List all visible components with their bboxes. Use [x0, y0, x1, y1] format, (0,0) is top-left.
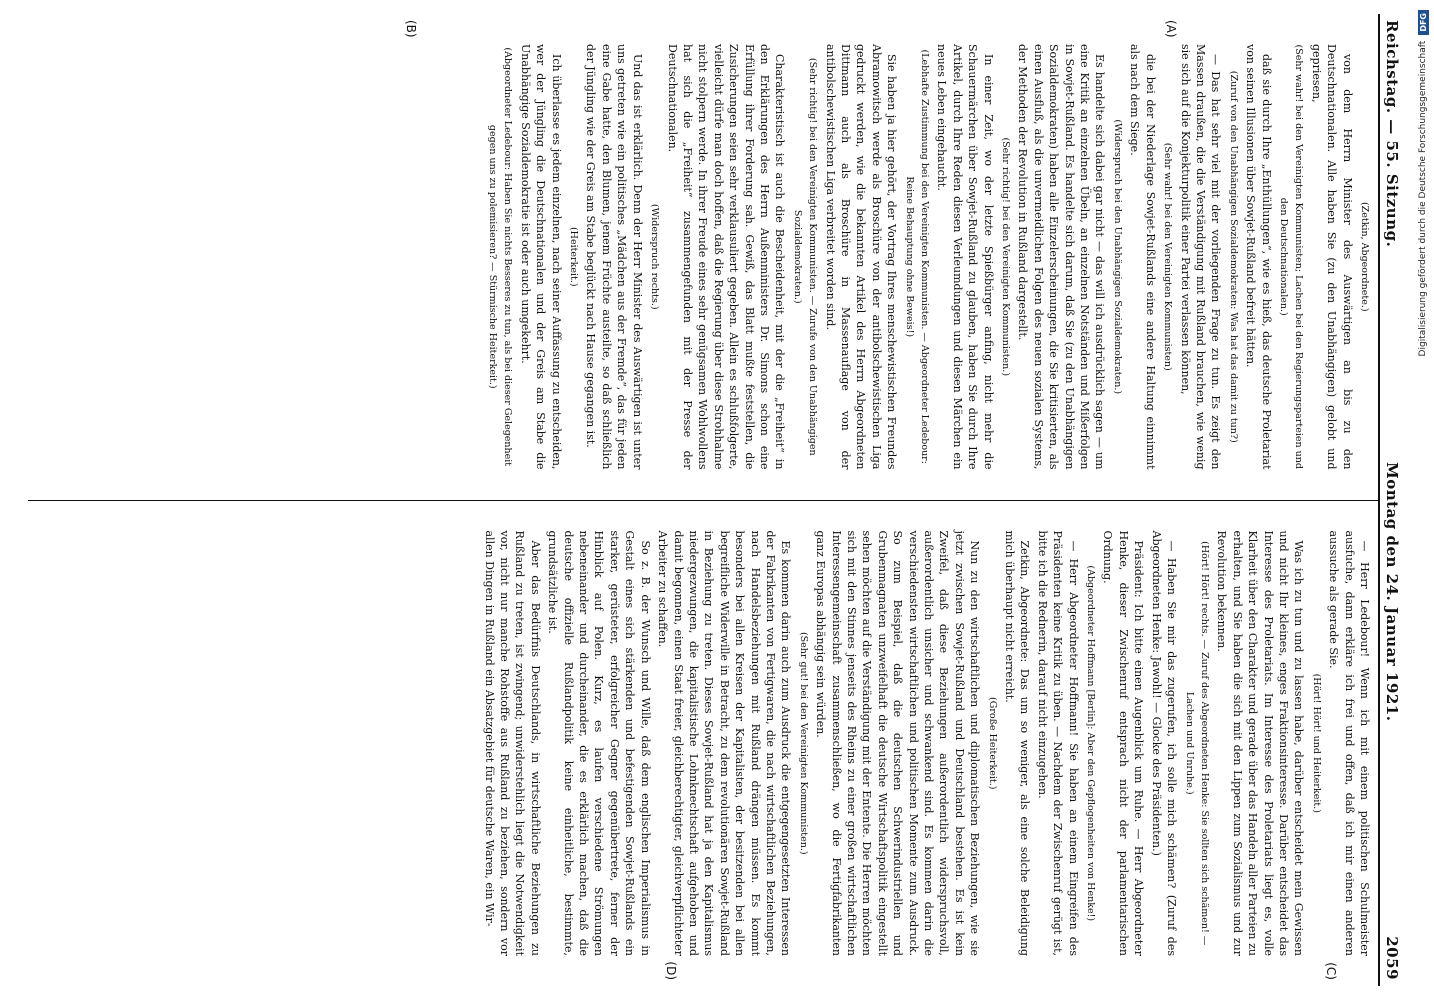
left-column-paragraph: (Sehr richtig! bei den Vereinigten Kommunisten.) [1000, 137, 1012, 377]
left-column-paragraph: daß sie durch Ihre „Enthüllungen“, wie es hieß, das deutsche Proletariat von seinen Illusionen über Sowjet-Rußland befreit hätten. [1244, 44, 1273, 470]
digitization-credit [1414, 10, 1432, 990]
header-page-number: 2059 [1383, 936, 1401, 980]
margin-letter-b: (B) [404, 20, 418, 38]
left-column-paragraph: In einer Zeit, wo der letzte Spießbürger anfing, nicht mehr die Schauermärchen über Sowjet-Rußland zu glauben, haben Sie durch Ihre Artikel, durch Ihre Reden diesen Verleumdungen und diesen Märchen ein neues Leben eingehaucht. [935, 44, 995, 470]
left-column-paragraph: (Heiterkeit.) [568, 226, 580, 287]
left-column-paragraph: Und das ist erklärlich. Denn der Herr Minister des Auswärtigen ist unter uns getreten wie ein politisches „Mädchen aus der Fremde“, das für jeden eine Gabe hatte, den Blumen, jenem Früchte austeilte, so daß schließlich der Jüngling wie der Greis am Stabe beglückt nach Hause gegangen ist. [584, 44, 644, 470]
left-column-paragraph: Sie haben ja hier gehört, der Vortrag Ihres menschewistischen Freundes Abramowitsch werde als Broschüre von der antibolschewistischen Liga gedruckt werden, wie die bekannten Artikel des Herrn Abgeordneten Dittmann auch als Broschüre in Massenauflage von der antibolschewistischen Liga verbreitet worden sind. [823, 44, 899, 470]
left-column-paragraph: (Sehr wahr! bei den Vereinigten Kommunisten; Lachen bei den Regierungsparteien und den Deutschnationalen.) [1277, 44, 1305, 469]
header-date: Montag den 24. Januar 1921. [1383, 462, 1401, 722]
left-column-paragraph: (Sehr richtig! bei den Vereinigten Kommunisten. — Zurufe von den Unabhängigen Sozialdemokraten.) [791, 57, 819, 456]
right-column-paragraph: (Abgeordneter Hoffmann [Berlin]: Aber den Gepflogenheiten von Henke!) [1085, 565, 1097, 922]
right-column [28, 501, 1378, 987]
left-column-paragraph: die bei der Niederlage Sowjet-Rußlands eine andere Haltung einnimmt als nach dem Siege. [1128, 44, 1157, 470]
left-column-paragraph: (Zetkin, Abgeordnete.) [1359, 201, 1370, 312]
left-column-paragraph: (Sehr wahr! bei den Vereinigten Kommunisten) [1162, 142, 1174, 371]
left-column-paragraph: (Widerspruch bei den Unabhängigen Sozialdemokraten.) [1111, 119, 1123, 395]
left-column-paragraph: (Lebhafte Zustimmung bei den Vereinigten Kommunisten. — Abgeordneter Ledebour: Reine Behauptung ohne Beweis!) [903, 49, 931, 464]
right-column-paragraph: Was ich zu tun und zu lassen habe, darüber entscheidet mein Gewissen und nicht Ihr kleines, enges Fraktionsinteresse. Darüber entscheidet das Interesse des Proletariats. Im Interesse des Proletariats liegt es, volle Klarheit über den Charakter und gerade über das Handeln aller Parteien zu erhalten, und Sie haben die sich mit den Lippen zum Sozialismus und zur Revolution bekennen. [1215, 530, 1306, 956]
right-column-paragraph: — Herr Abgeordneter Hoffmann! Sie haben an einem Eingreifen des Präsidenten keine Kritik zu üben. — Nachdem der Zwischenruf gerügt ist, bitte ich die Rednerin, darauf nicht einzugehen. [1035, 530, 1080, 956]
left-column-paragraph: Es handelte sich dabei gar nicht — das will ich ausdrücklich sagen — um eine Kritik an einzelnen Übeln, an einzelnen Notständen und Mißerfolgen in Sowjet-Rußland. Es handelte sich darum, daß Sie (zu den Unabhängigen Sozialdemokraten) haben alle Einzelerscheinungen, die Sie kritisierten, als einen Ausfluß, als die unvermeidlichen Folgen des neuen sozialen Systems, der Methoden der Revolution in Rußland dargestellt. [1016, 44, 1107, 470]
right-column-paragraph: — Haben Sie mir das zugerufen, ich solle mich schämen? (Zuruf des Abgeordneten Henke: Jawohl! — Glocke des Präsidenten.) [1149, 530, 1179, 956]
right-column-paragraph: Aber das Bedürfnis Deutschlands, in wirtschaftliche Beziehungen zu Rußland zu treten, ist zwingend; unwiderstehlich liegt die Notwendigkeit vor, nicht nur manche Rohstoffe aus Rußland zu beziehen, sondern vor allen Dingen in Rußland ein Absatzgebiet für deutsche Waren, ein Wir- [482, 530, 542, 956]
margin-letter-a: (A) [1164, 20, 1178, 38]
right-column-paragraph: So z. B. der Wunsch und Wille, daß dem englischen Imperialismus in Gestalt eines sich stärkenden und befestigenden Sowjet-Rußlands ein starker, gerüsteter, erfolgreicher Gegner gegenübertrete, ferner der Hinblick auf Polen. Kurz, es laufen verschiedene Strömungen nebeneinander und durcheinander, die es erklärlich machen, daß die deutsche offizielle Rußlandpolitik keine einheitliche, bestimmte, grundsätzliche ist. [546, 530, 652, 956]
margin-letter-c: (C) [1324, 962, 1338, 980]
right-column-paragraph: (Große Heiterkeit.) [986, 697, 998, 790]
left-column-paragraph: Ich überlasse es jedem einzelnen, nach seiner Auffassung zu entscheiden, wer der Jüngling die Deutschnationalen und der Greis am Stabe die Unabhängige Sozialdemokratie ist oder auch umgekehrt. [518, 44, 563, 470]
right-column-paragraph: (Sehr gut! bei den Vereinigten Kommunisten.) [797, 631, 809, 855]
right-column-paragraph: (Hört! Hört! und Heiterkeit.) [1310, 673, 1322, 813]
header-session: Reichstag. — 55. Sitzung. [1383, 20, 1401, 248]
right-column-paragraph: — Herr Ledebour! Wenn ich mit einem politischen Schulmeister ausfuche, dann erkläre ich frei und offen, daß ich mir einen anderen aussuche als gerade Sie. [1327, 530, 1371, 956]
margin-letter-d: (D) [664, 961, 678, 980]
dfg-logo: DFG [1418, 10, 1429, 35]
left-column [28, 14, 1378, 501]
right-column-paragraph: Zetkin, Abgeordnete: Das um so weniger, als eine solche Beleidigung mich überhaupt nicht erreicht. [1003, 530, 1032, 956]
left-column-paragraph: (Zuruf von den Unabhängigen Sozialdemokraten: Was hat das damit zu tun?) [1227, 70, 1239, 443]
credit-text: Digitalisierung gefördert durch die Deutsche Forschungsgemeinschaft [1418, 40, 1428, 357]
right-column-paragraph: Präsident: Ich bitte einen Augenblick um Ruhe. — Herr Abgeordneter Henke, dieser Zwischenruf entsprach nicht der parlamentarischen Ordnung. [1101, 530, 1146, 956]
left-column-paragraph: (Abgeordneter Ledebour: Haben Sie nichts Besseres zu tun, als bei dieser Gelegenheit gegen uns zu polemisieren? — Stürmische Heiterkeit.) [487, 47, 514, 467]
page-header [1378, 14, 1404, 986]
text-columns [28, 14, 1378, 986]
left-column-paragraph: — Das hat sehr viel mit der vorliegenden Frage zu tun. Es zeigt den Massen draußen, die die Verständigung mit Rußland brauchen, wie wenig sie sich auf die Konjekturpolitik einer Partei verlassen können, [1178, 44, 1223, 470]
left-column-paragraph: von dem Herrn Minister des Auswärtigen an bis zu den Deutschnationalen. Alle haben Sie (zu den Unabhängigen) gelobt und gepriesen, [1309, 44, 1354, 470]
right-column-paragraph: Es kommen darin auch zum Ausdruck die entgegengesetzten Interessen der Fabrikanten von Fertigwaren, die nach wirtschaftlichen Beziehungen, nach Handelsbeziehungen mit Rußland drängen müssen. Es kommt besonders bei allen Kreisen der Kapitalisten, der besitzenden bei allen begreifliche Widerwille in Betracht, zu dem revolutionären Sowjet-Rußland in Beziehung zu treten. Dieses Sowjet-Rußland hat ja den Kapitalismus niedergezwungen, die kapitalistische Lohnknechtschaft aufgehoben und damit begonnen, einen Staat freier, gleichberechtigter, gleichverpflichteter Arbeiter zu schaffen. [656, 530, 793, 956]
left-column-paragraph: Charakteristisch ist auch die Bescheidenheit, mit der die „Freiheit“ in den Erklärungen des Herrn Außenministers Dr. Simons schon eine Erfüllung ihrer Forderung sah. Gewiß, das Blatt mußte feststellen, die Zusicherungen seien sehr verklausuliert gegeben. Allein es schlußfolgerte, vielleicht dürfe man doch hoffen, daß die Regierung über diese Strohhalme nicht stolpern werde. In ihrer Freude eines sehr genügsamen Wohlwollens hat sich die „Freiheit“ zusammengefunden mit der Presse der Deutschnationalen. [665, 44, 787, 470]
left-column-paragraph: (Widerspruch rechts.) [649, 203, 661, 310]
right-column-paragraph: (Hört! Hört! rechts. — Zuruf des Abgeordneten Henke: Sie sollten sich schämen! — Lachen und Unruhe.) [1183, 541, 1210, 946]
right-column-paragraph: Nun zu den wirtschaftlichen und diplomatischen Beziehungen, wie sie jetzt zwischen Sowjet-Rußland und Deutschland bestehen. Es ist kein Zweifel, daß diese Beziehungen außerordentlich widerspruchsvoll, außerordentlich unsicher und schwankend sind. Es kommen darin die verschiedensten wirtschaftlichen und politischen Momente zum Ausdruck. So zum Beispiel, daß die deutschen Schwerindustriellen und Grubenmagnaten unzweifelhaft die deutsche Wirtschaftspolitik eingestellt sehen möchten auf die Verständigung mit der Entente. Die Herren möchten sich mit den Stinnes jenseits des Rheins zu einer großen wirtschaftlichen Interessengemeinschaft zusammenschließen, wo die Fertigfabrikanten ganz Europas abhängig sein würden. [814, 530, 982, 956]
